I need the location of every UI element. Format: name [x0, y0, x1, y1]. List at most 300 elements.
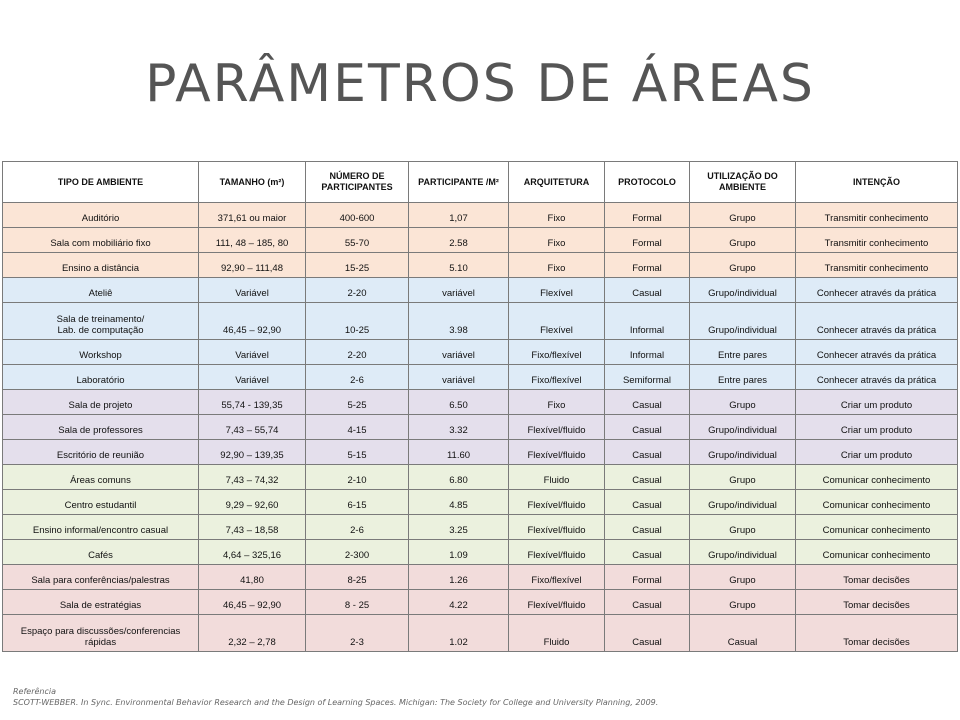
cell-tipo-de-ambiente: [3, 490, 199, 515]
cell-tipo-de-ambiente: [3, 203, 199, 228]
cell-participante-por-m2: [409, 365, 509, 390]
cell-text: Casual: [632, 475, 662, 486]
cell-tamanho: [199, 390, 306, 415]
cell-arquitetura: [509, 490, 605, 515]
cell-numero-de-participantes: [306, 465, 409, 490]
cell-tamanho: [199, 565, 306, 590]
cell-tipo-de-ambiente: [3, 565, 199, 590]
cell-text: 2,32 – 2,78: [228, 637, 276, 648]
cell-text: Áreas comuns: [70, 475, 131, 486]
reference-label: Referência: [13, 687, 57, 696]
cell-text: 5-25: [347, 400, 367, 411]
cell-text: Flexível/fluido: [527, 525, 586, 536]
cell-text: 2-300: [344, 550, 370, 561]
cell-text: 2-6: [350, 375, 364, 386]
cell-utilizacao: [690, 440, 796, 465]
table-row: [3, 440, 958, 465]
cell-text: Comunicar conhecimento: [822, 550, 931, 561]
cell-participante-por-m2: [409, 278, 509, 303]
cell-protocolo: [605, 440, 690, 465]
cell-protocolo: [605, 365, 690, 390]
cell-tipo-de-ambiente: [3, 440, 199, 465]
cell-text: Flexível/fluido: [527, 500, 586, 511]
cell-text: 3.98: [449, 325, 468, 336]
cell-text: Casual: [632, 500, 662, 511]
table-row: [3, 203, 958, 228]
cell-text: Casual: [632, 425, 662, 436]
cell-text: Casual: [632, 525, 662, 536]
cell-participante-por-m2: [409, 228, 509, 253]
table-row: [3, 390, 958, 415]
cell-protocolo: [605, 340, 690, 365]
cell-text: Flexível/fluido: [527, 450, 586, 461]
cell-text: Formal: [632, 263, 662, 274]
cell-text: Escritório de reunião: [56, 450, 145, 461]
cell-text: 111, 48 – 185, 80: [215, 238, 289, 249]
table-row: [3, 228, 958, 253]
cell-utilizacao: [690, 565, 796, 590]
cell-text: Laboratório: [76, 375, 125, 386]
cell-text: Sala de professores: [58, 425, 143, 436]
cell-text: Grupo/individual: [708, 425, 777, 436]
cell-text: Grupo/individual: [708, 550, 777, 561]
cell-participante-por-m2: [409, 540, 509, 565]
cell-text: Tomar decisões: [843, 637, 910, 648]
cell-text: Variável: [235, 375, 269, 386]
cell-text: 41,80: [240, 575, 264, 586]
cell-utilizacao: [690, 203, 796, 228]
cell-tipo-de-ambiente: [3, 415, 199, 440]
table-row: [3, 615, 958, 652]
cell-text: Transmitir conhecimento: [824, 263, 929, 274]
cell-text: Grupo/individual: [708, 500, 777, 511]
table-header-row: [3, 162, 958, 203]
cell-tipo-de-ambiente: [3, 365, 199, 390]
cell-tamanho: [199, 590, 306, 615]
cell-tamanho: [199, 515, 306, 540]
cell-text: Flexível/fluido: [527, 425, 586, 436]
cell-arquitetura: [509, 203, 605, 228]
cell-text: 2-10: [347, 475, 367, 486]
cell-intencao: [796, 303, 958, 340]
cell-numero-de-participantes: [306, 565, 409, 590]
cell-text: Grupo/individual: [708, 325, 777, 336]
cell-text: Transmitir conhecimento: [824, 213, 929, 224]
cell-text: 6.80: [449, 475, 468, 486]
cell-tipo-de-ambiente: [3, 278, 199, 303]
cell-tamanho: [199, 415, 306, 440]
cell-tipo-de-ambiente: [3, 615, 199, 652]
cell-text: Flexível: [540, 288, 573, 299]
cell-utilizacao: [690, 303, 796, 340]
cell-text: 4.22: [449, 600, 468, 611]
cell-arquitetura: [509, 303, 605, 340]
cell-numero-de-participantes: [306, 440, 409, 465]
cell-arquitetura: [509, 340, 605, 365]
cell-text: 8 - 25: [344, 600, 370, 611]
cell-numero-de-participantes: [306, 415, 409, 440]
table-body: [3, 203, 958, 652]
cell-text: 11.60: [446, 450, 471, 461]
cell-text: 400-600: [339, 213, 375, 224]
cell-text: Conhecer através da prática: [816, 325, 937, 336]
cell-participante-por-m2: [409, 515, 509, 540]
cell-text: 1,07: [449, 213, 468, 224]
cell-intencao: [796, 228, 958, 253]
cell-text: 5.10: [449, 263, 468, 274]
cell-text: Criar um produto: [840, 400, 913, 411]
cell-text: 15-25: [344, 263, 370, 274]
cell-utilizacao: [690, 340, 796, 365]
cell-participante-por-m2: [409, 340, 509, 365]
cell-intencao: [796, 540, 958, 565]
cell-arquitetura: [509, 390, 605, 415]
cell-tamanho: [199, 278, 306, 303]
cell-protocolo: [605, 515, 690, 540]
cell-utilizacao: [690, 615, 796, 652]
cell-text: 9,29 – 92,60: [225, 500, 279, 511]
cell-participante-por-m2: [409, 253, 509, 278]
cell-protocolo: [605, 590, 690, 615]
cell-text: Casual: [632, 637, 662, 648]
cell-text: Grupo: [729, 213, 756, 224]
cell-text: Fixo: [547, 400, 566, 411]
cell-text: Casual: [632, 450, 662, 461]
cell-text: 3.32: [449, 425, 468, 436]
cell-text: Entre pares: [717, 375, 768, 386]
cell-arquitetura: [509, 515, 605, 540]
table-row: [3, 340, 958, 365]
cell-text: Casual: [632, 550, 662, 561]
cell-text: 10-25: [344, 325, 370, 336]
cell-text: Grupo/individual: [708, 288, 777, 299]
cell-arquitetura: [509, 415, 605, 440]
cell-utilizacao: [690, 590, 796, 615]
cell-text: 2-3: [350, 637, 364, 648]
cell-text: Conhecer através da prática: [816, 288, 937, 299]
cell-text: Semiformal: [622, 375, 672, 386]
cell-protocolo: [605, 540, 690, 565]
cell-utilizacao: [690, 490, 796, 515]
cell-tamanho: [199, 540, 306, 565]
header-arquitetura: ARQUITETURA: [509, 162, 605, 203]
cell-text: Centro estudantil: [64, 500, 137, 511]
header-tipo-de-ambiente: TIPO DE AMBIENTE: [3, 162, 199, 203]
cell-numero-de-participantes: [306, 278, 409, 303]
cell-text: Criar um produto: [840, 450, 913, 461]
cell-protocolo: [605, 303, 690, 340]
cell-text: Grupo: [729, 238, 756, 249]
cell-text: Fluido: [543, 637, 570, 648]
cell-numero-de-participantes: [306, 490, 409, 515]
cell-text: Variável: [235, 350, 269, 361]
cell-participante-por-m2: [409, 415, 509, 440]
cell-text: 92,90 – 139,35: [220, 450, 284, 461]
cell-text: Criar um produto: [840, 425, 913, 436]
cell-text: Sala para conferências/palestras: [31, 575, 170, 586]
cell-intencao: [796, 440, 958, 465]
table-row: [3, 490, 958, 515]
reference-text: SCOTT-WEBBER. In Sync. Environmental Behavior Research and the Design of Learning Spaces. Michigan: The Society for College and University Planning, 2009.: [13, 698, 659, 707]
cell-text: Casual: [727, 637, 758, 648]
cell-numero-de-participantes: [306, 390, 409, 415]
cell-tipo-de-ambiente: [3, 253, 199, 278]
cell-text: Ateliê: [88, 288, 113, 299]
cell-text: Entre pares: [717, 350, 768, 361]
table-row: [3, 540, 958, 565]
cell-participante-por-m2: [409, 390, 509, 415]
cell-intencao: [796, 515, 958, 540]
cell-tamanho: [199, 365, 306, 390]
cell-text: Formal: [632, 575, 662, 586]
cell-utilizacao: [690, 515, 796, 540]
cell-arquitetura: [509, 590, 605, 615]
cell-protocolo: [605, 615, 690, 652]
cell-intencao: [796, 365, 958, 390]
cell-text: Fixo: [547, 263, 566, 274]
cell-text: 6-15: [347, 500, 367, 511]
cell-tipo-de-ambiente: [3, 390, 199, 415]
cell-arquitetura: [509, 615, 605, 652]
cell-text: Sala com mobiliário fixo: [50, 238, 151, 249]
cell-intencao: [796, 565, 958, 590]
cell-intencao: [796, 490, 958, 515]
cell-text: 8-25: [347, 575, 367, 586]
cell-text: Fixo/flexível: [531, 375, 582, 386]
cell-arquitetura: [509, 440, 605, 465]
cell-numero-de-participantes: [306, 203, 409, 228]
table-row: [3, 565, 958, 590]
cell-participante-por-m2: [409, 615, 509, 652]
cell-text: Grupo: [729, 263, 756, 274]
cell-participante-por-m2: [409, 565, 509, 590]
cell-text: Grupo: [729, 525, 756, 536]
cell-numero-de-participantes: [306, 253, 409, 278]
cell-text: Tomar decisões: [843, 575, 910, 586]
cell-text: Grupo: [729, 400, 756, 411]
cell-numero-de-participantes: [306, 303, 409, 340]
cell-protocolo: [605, 228, 690, 253]
cell-tipo-de-ambiente: [3, 540, 199, 565]
cell-intencao: [796, 253, 958, 278]
cell-intencao: [796, 590, 958, 615]
cell-text: 4-15: [347, 425, 367, 436]
cell-text: variável: [442, 375, 475, 386]
cell-text: Fixo: [547, 213, 566, 224]
cell-utilizacao: [690, 415, 796, 440]
cell-text: Casual: [632, 600, 662, 611]
table-row: [3, 253, 958, 278]
cell-text: Flexível/fluido: [527, 550, 586, 561]
cell-tamanho: [199, 490, 306, 515]
cell-text: 55-70: [344, 238, 370, 249]
cell-arquitetura: [509, 465, 605, 490]
cell-tipo-de-ambiente: [3, 590, 199, 615]
cell-text: 55,74 - 139,35: [221, 400, 283, 411]
cell-numero-de-participantes: [306, 340, 409, 365]
table-row: [3, 365, 958, 390]
table-row: [3, 590, 958, 615]
cell-text: Informal: [629, 325, 665, 336]
cell-numero-de-participantes: [306, 590, 409, 615]
cell-arquitetura: [509, 565, 605, 590]
cell-text: 46,45 – 92,90: [222, 600, 282, 611]
cell-text: 1.26: [449, 575, 468, 586]
cell-protocolo: [605, 253, 690, 278]
cell-text: Grupo/individual: [708, 450, 777, 461]
cell-text: 5-15: [347, 450, 367, 461]
cell-text: 4,64 – 325,16: [222, 550, 282, 561]
cell-text: Workshop: [79, 350, 122, 361]
cell-participante-por-m2: [409, 465, 509, 490]
header-participante-por-m2: PARTICIPANTE /M²: [409, 162, 509, 203]
cell-protocolo: [605, 565, 690, 590]
cell-text: 92,90 – 111,48: [221, 263, 283, 274]
cell-intencao: [796, 615, 958, 652]
table-row: [3, 278, 958, 303]
table-row: [3, 465, 958, 490]
cell-text: Ensino informal/encontro casual: [32, 525, 169, 536]
cell-arquitetura: [509, 278, 605, 303]
cell-tipo-de-ambiente: [3, 228, 199, 253]
cell-tamanho: [199, 465, 306, 490]
cell-text: Informal: [629, 350, 665, 361]
cell-numero-de-participantes: [306, 515, 409, 540]
cell-text: Fixo/flexível: [531, 350, 582, 361]
cell-text: 3.25: [449, 525, 468, 536]
cell-intencao: [796, 278, 958, 303]
cell-text: Casual: [632, 288, 662, 299]
cell-arquitetura: [509, 540, 605, 565]
cell-utilizacao: [690, 278, 796, 303]
cell-text: 1.09: [449, 550, 468, 561]
cell-text: Sala de projeto: [68, 400, 133, 411]
cell-text: Variável: [235, 288, 269, 299]
cell-participante-por-m2: [409, 203, 509, 228]
cell-tamanho: [199, 203, 306, 228]
cell-intencao: [796, 203, 958, 228]
cell-text: Comunicar conhecimento: [822, 475, 931, 486]
cell-intencao: [796, 390, 958, 415]
cell-text: Espaço para discussões/conferencias rápidas: [20, 626, 181, 648]
cell-text: Fixo/flexível: [531, 575, 582, 586]
cell-utilizacao: [690, 465, 796, 490]
cell-tamanho: [199, 303, 306, 340]
page-title: PARÂMETROS DE ÁREAS: [145, 54, 815, 114]
cell-tipo-de-ambiente: [3, 465, 199, 490]
cell-protocolo: [605, 465, 690, 490]
reference-note: [13, 686, 943, 708]
header-utilizacao-do-ambiente: UTILIZAÇÃO DO AMBIENTE: [690, 162, 796, 203]
cell-text: Sala de treinamento/ Lab. de computação: [56, 314, 145, 336]
cell-participante-por-m2: [409, 590, 509, 615]
cell-text: Transmitir conhecimento: [824, 238, 929, 249]
cell-utilizacao: [690, 253, 796, 278]
cell-arquitetura: [509, 253, 605, 278]
cell-text: 2-6: [350, 525, 364, 536]
cell-tamanho: [199, 340, 306, 365]
cell-text: Auditório: [81, 213, 120, 224]
cell-utilizacao: [690, 390, 796, 415]
cell-text: 2-20: [347, 350, 367, 361]
area-parameters-table: [2, 161, 958, 652]
cell-text: variável: [442, 288, 475, 299]
cell-participante-por-m2: [409, 303, 509, 340]
table-row: [3, 515, 958, 540]
cell-participante-por-m2: [409, 440, 509, 465]
header-tamanho: TAMANHO (m²): [199, 162, 306, 203]
cell-text: Grupo: [729, 600, 756, 611]
cell-text: Fluido: [543, 475, 570, 486]
cell-text: Formal: [632, 213, 662, 224]
cell-tipo-de-ambiente: [3, 303, 199, 340]
cell-text: 371,61 ou maior: [217, 213, 287, 224]
cell-text: 1.02: [449, 637, 468, 648]
cell-tamanho: [199, 228, 306, 253]
cell-text: Conhecer através da prática: [816, 350, 937, 361]
cell-text: Ensino a distância: [61, 263, 140, 274]
cell-text: Flexível: [540, 325, 573, 336]
cell-text: 6.50: [449, 400, 468, 411]
cell-text: variável: [442, 350, 475, 361]
cell-arquitetura: [509, 365, 605, 390]
cell-protocolo: [605, 390, 690, 415]
cell-numero-de-participantes: [306, 615, 409, 652]
cell-text: Comunicar conhecimento: [822, 525, 931, 536]
header-protocolo: PROTOCOLO: [605, 162, 690, 203]
cell-text: Sala de estratégias: [59, 600, 142, 611]
cell-text: Tomar decisões: [843, 600, 910, 611]
cell-arquitetura: [509, 228, 605, 253]
cell-text: Cafés: [88, 550, 113, 561]
cell-tipo-de-ambiente: [3, 515, 199, 540]
cell-tamanho: [199, 440, 306, 465]
table-row: [3, 415, 958, 440]
cell-text: Comunicar conhecimento: [822, 500, 931, 511]
cell-text: Casual: [632, 400, 662, 411]
header-numero-de-participantes: NÚMERO DE PARTICIPANTES: [306, 162, 409, 203]
cell-utilizacao: [690, 228, 796, 253]
cell-intencao: [796, 340, 958, 365]
cell-text: Grupo: [729, 575, 756, 586]
cell-protocolo: [605, 278, 690, 303]
cell-text: 7,43 – 55,74: [225, 425, 279, 436]
header-intencao: INTENÇÃO: [796, 162, 958, 203]
cell-utilizacao: [690, 365, 796, 390]
cell-protocolo: [605, 490, 690, 515]
cell-numero-de-participantes: [306, 228, 409, 253]
cell-text: Conhecer através da prática: [816, 375, 937, 386]
cell-text: 2-20: [347, 288, 367, 299]
cell-utilizacao: [690, 540, 796, 565]
cell-text: 2.58: [449, 238, 468, 249]
cell-numero-de-participantes: [306, 540, 409, 565]
cell-protocolo: [605, 415, 690, 440]
cell-intencao: [796, 415, 958, 440]
cell-text: 4.85: [449, 500, 468, 511]
cell-tamanho: [199, 253, 306, 278]
cell-intencao: [796, 465, 958, 490]
cell-text: Fixo: [547, 238, 566, 249]
cell-tamanho: [199, 615, 306, 652]
cell-text: Grupo: [729, 475, 756, 486]
cell-text: 7,43 – 18,58: [225, 525, 279, 536]
cell-text: Formal: [632, 238, 662, 249]
cell-text: 7,43 – 74,32: [225, 475, 279, 486]
cell-numero-de-participantes: [306, 365, 409, 390]
cell-text: Flexível/fluido: [527, 600, 586, 611]
cell-text: 46,45 – 92,90: [222, 325, 282, 336]
